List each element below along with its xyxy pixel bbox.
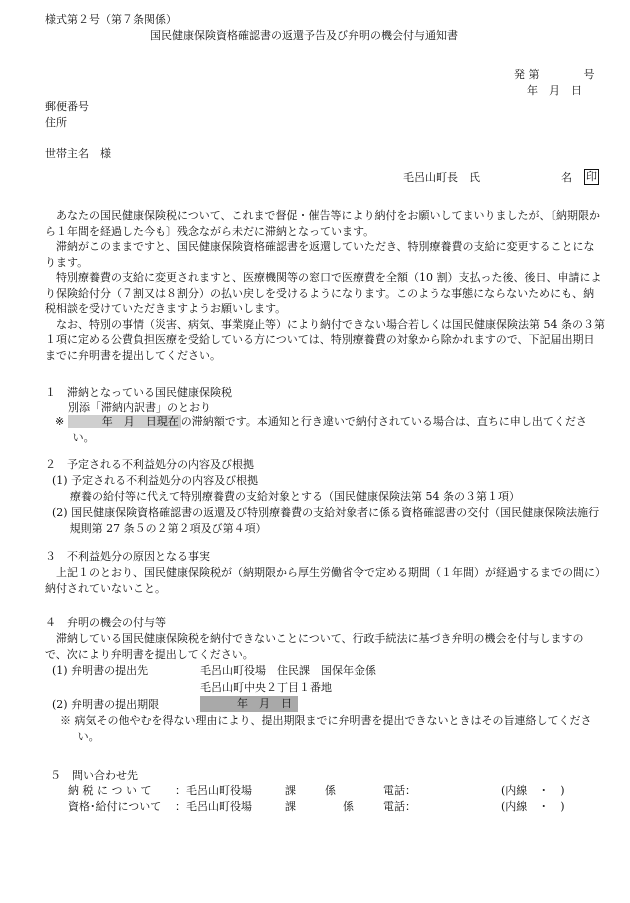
sender-name-suffix: 名 bbox=[561, 171, 572, 184]
contact-kakari: 係 bbox=[343, 800, 354, 813]
contact-extension: (内線 ・ ) bbox=[501, 784, 565, 797]
contact-row-tax bbox=[68, 783, 565, 799]
form-number: 様式第２号（第７条関係） bbox=[45, 13, 177, 26]
contact-label: 納 税 に つ い て bbox=[68, 784, 152, 797]
arrears-date: 年 月 日現在 bbox=[68, 415, 181, 428]
section1-heading: １ 滞納となっている国民健康保険税 bbox=[45, 386, 232, 399]
section4-block bbox=[45, 631, 605, 662]
contact-phone: 電話： bbox=[383, 800, 416, 813]
section1-note bbox=[55, 414, 603, 445]
section2-item2-block bbox=[52, 505, 604, 536]
contact-label: 資格･給付について bbox=[68, 800, 162, 813]
intro-paragraph: 滞納がこのままですと、国民健康保険資格確認書を返還していただき、特別療養費の支給に変更することになります。 bbox=[45, 240, 595, 269]
section1-line1: 別添「滞納内訳書」のとおり bbox=[68, 401, 211, 414]
contact-dept: 課 bbox=[285, 800, 296, 813]
section2-item2: (2) 国民健康保険資格確認書の返還及び特別療養費の支給対象者に係る資格確認書の交付（国民健康保険法施行規則第 27 条５の２第２項及び第４項） bbox=[52, 506, 600, 535]
submission-destination-value: 毛呂山町役場 住民課 国保年金係 bbox=[200, 664, 376, 677]
section3-heading: ３ 不利益処分の原因となる事実 bbox=[45, 550, 210, 563]
intro-paragraph: なお、特別の事情（災害、病気、事業廃止等）により納付できない場合若しくは国民健康保険法第 54 条の３第１項に定める公費負担医療を受給している方については、特別療養費の対象から除かれますので、下記届出期日までに弁明書を提出してください。 bbox=[45, 317, 605, 362]
section3-block bbox=[45, 565, 605, 596]
address-label: 住所 bbox=[45, 116, 67, 129]
contact-kakari: 係 bbox=[325, 784, 336, 797]
section4-note bbox=[60, 713, 605, 744]
document-title: 国民健康保険資格確認書の返還予告及び弁明の機会付与通知書 bbox=[150, 29, 458, 42]
household-head-label: 世帯主名 様 bbox=[45, 147, 111, 160]
submission-destination-label: (1) 弁明書の提出先 bbox=[52, 664, 149, 677]
submission-deadline-value: 年 月 日 bbox=[204, 697, 292, 710]
note-text: の滞納額です。本通知と行き違いで納付されている場合は、直ちに申し出てください。 bbox=[72, 415, 587, 444]
issue-date: 年 月 日 bbox=[527, 84, 582, 97]
seal-box bbox=[584, 169, 599, 185]
contact-table bbox=[68, 783, 565, 815]
submission-deadline-label: (2) 弁明書の提出期限 bbox=[52, 698, 160, 711]
contact-phone: 電話： bbox=[383, 784, 416, 797]
intro-block bbox=[45, 208, 605, 363]
section2-heading: ２ 予定される不利益処分の内容及び根拠 bbox=[45, 458, 254, 471]
postal-code-label: 郵便番号 bbox=[45, 100, 89, 113]
section3-text: 上記１のとおり、国民健康保険税が（納期限から厚生労働省令で定める期間（１年間）が経過するまでの間に）納付されていないこと。 bbox=[45, 566, 601, 595]
section5-heading: ５ 問い合わせ先 bbox=[50, 769, 138, 782]
note-mark: ※ bbox=[55, 415, 65, 428]
intro-paragraph: 特別療養費の支給に変更されますと、医療機関等の窓口で医療費を全額（10 割）支払った後、後日、申請により保険給付分（７割又は８割分）の払い戻しを受けるようになります。このような事態にならないためにも、納税相談を受けていただきますようお願いします。 bbox=[45, 271, 602, 315]
contact-row-benefits bbox=[68, 799, 565, 815]
contact-office: ：毛呂山町役場 bbox=[175, 784, 252, 797]
submission-deadline-field bbox=[200, 696, 298, 712]
contact-dept: 課 bbox=[285, 784, 296, 797]
intro-paragraph: あなたの国民健康保険税について、これまで督促・催告等により納付をお願いしてまいりましたが、〔納期限から１年間を経過した今も〕残念ながら未だに滞納となっています。 bbox=[45, 209, 601, 238]
section4-heading: ４ 弁明の機会の付与等 bbox=[45, 616, 166, 629]
seal-mark: 印 bbox=[586, 170, 597, 183]
issue-number: 発 第 号 bbox=[514, 68, 595, 81]
note-mark: ※ bbox=[60, 714, 71, 727]
contact-extension: (内線 ・ ) bbox=[501, 800, 565, 813]
section2-item1-detail: 療養の給付等に代えて特別療養費の支給対象とする（国民健康保険法第 54 条の３第１項） bbox=[70, 490, 520, 503]
section4-text: 滞納している国民健康保険税を納付できないことについて、行政手続法に基づき弁明の機会を付与しますので、次により弁明書を提出してください。 bbox=[45, 632, 584, 661]
note-text: 病気その他やむを得ない理由により、提出期限までに弁明書を提出できないときはその旨連絡してください。 bbox=[74, 714, 592, 743]
contact-office: ：毛呂山町役場 bbox=[175, 800, 252, 813]
section2-item1: (1) 予定される不利益処分の内容及び根拠 bbox=[52, 474, 259, 487]
sender-name: 毛呂山町長 氏 bbox=[403, 171, 480, 184]
submission-address-value: 毛呂山町中央２丁目１番地 bbox=[200, 681, 332, 694]
